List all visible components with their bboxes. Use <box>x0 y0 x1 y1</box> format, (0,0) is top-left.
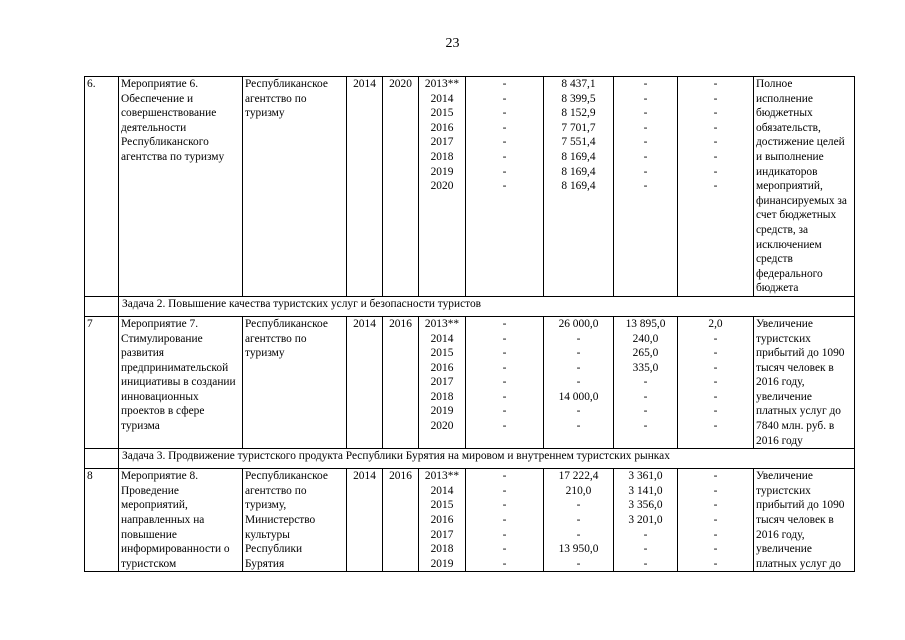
cell-line: - <box>713 499 718 512</box>
republic-budget-values <box>544 316 614 448</box>
cell-line: - <box>713 420 718 433</box>
cell-line: - <box>713 150 718 163</box>
end-year: 2020 <box>383 77 419 297</box>
cell-line: - <box>502 92 507 105</box>
cell-line: - <box>576 332 581 345</box>
cell-line: 3 356,0 <box>628 499 663 512</box>
cell-line: 2013** <box>424 78 460 90</box>
cell-line: 3 361,0 <box>628 470 663 483</box>
cell-line: 7 701,7 <box>561 121 596 134</box>
cell-line: - <box>502 317 507 330</box>
cell-line: 17 222,4 <box>558 470 599 483</box>
cell-line: 8 169,4 <box>561 180 596 193</box>
activity-name: Мероприятие 6. Обеспечение и совершенствование деятельности Республиканского агентства по туризму <box>119 77 243 297</box>
cell-line: - <box>643 165 648 178</box>
years-list <box>419 469 466 572</box>
task-heading: Задача 2. Повышение качества туристских услуг и безопасности туристов <box>119 296 855 316</box>
cell-line: - <box>502 361 507 374</box>
cell-line: - <box>713 376 718 389</box>
executor: Республиканское агентство по туризму, Министерство культуры Республики Бурятия <box>243 469 347 572</box>
cell-line: - <box>576 347 581 360</box>
cell-line: - <box>643 543 648 556</box>
cell-line: - <box>576 420 581 433</box>
cell-line: - <box>502 514 507 527</box>
cell-line: 2018 <box>430 543 454 556</box>
cell-line: 2017 <box>430 376 454 389</box>
cell-line: 8 152,9 <box>561 107 596 120</box>
activity-name: Мероприятие 7. Стимулирование развития предпринимательской инициативы в создании инновационных проектов в сфере туризма <box>119 316 243 448</box>
cell-line: 3 201,0 <box>628 514 663 527</box>
cell-line: 335,0 <box>632 361 659 374</box>
local-budget-values <box>614 77 678 297</box>
cell-line: 2019 <box>430 165 454 178</box>
end-year: 2016 <box>383 316 419 448</box>
federal-budget-values <box>466 469 544 572</box>
cell-line: - <box>713 514 718 527</box>
republic-budget-values <box>544 469 614 572</box>
table-row <box>85 316 855 448</box>
cell-line: - <box>502 470 507 483</box>
start-year: 2014 <box>347 77 383 297</box>
cell-line: 13 895,0 <box>625 317 666 330</box>
cell-line: - <box>502 484 507 497</box>
cell-line: - <box>576 514 581 527</box>
local-budget-values <box>614 469 678 572</box>
cell-line: - <box>713 390 718 403</box>
cell-line: - <box>713 543 718 556</box>
executor: Республиканское агентство по туризму <box>243 77 347 297</box>
row-number: 7 <box>85 316 119 448</box>
cell-line: - <box>713 136 718 149</box>
cell-line: - <box>713 165 718 178</box>
cell-line: - <box>502 78 507 90</box>
cell-line: 7 551,4 <box>561 136 596 149</box>
cell-line: - <box>643 136 648 149</box>
local-budget-values <box>614 316 678 448</box>
cell-line: - <box>502 150 507 163</box>
cell-line: 3 141,0 <box>628 484 663 497</box>
cell-line: - <box>643 121 648 134</box>
cell-line: - <box>713 78 718 90</box>
cell-line: 2018 <box>430 150 454 163</box>
cell-line: 2017 <box>430 528 454 541</box>
cell-line: - <box>502 528 507 541</box>
cell-line: - <box>643 420 648 433</box>
start-year: 2014 <box>347 316 383 448</box>
end-year: 2016 <box>383 469 419 572</box>
cell-line: 2016 <box>430 121 454 134</box>
executor: Республиканское агентство по туризму <box>243 316 347 448</box>
program-table <box>84 76 855 572</box>
cell-line: 240,0 <box>632 332 659 345</box>
cell-line: - <box>502 499 507 512</box>
cell-line: 2013** <box>424 317 460 330</box>
start-year: 2014 <box>347 469 383 572</box>
cell-line: - <box>502 180 507 193</box>
cell-line: - <box>713 470 718 483</box>
cell-line: - <box>713 405 718 418</box>
task-row <box>85 449 855 469</box>
cell-line: - <box>576 499 581 512</box>
cell-line: - <box>643 92 648 105</box>
cell-line: - <box>576 361 581 374</box>
cell-line: 2016 <box>430 514 454 527</box>
cell-line: - <box>502 347 507 360</box>
cell-line: 2014 <box>430 92 454 105</box>
cell-line: - <box>643 107 648 120</box>
task-heading: Задача 3. Продвижение туристского продукта Республики Бурятия на мировом и внутреннем туристских рынках <box>119 449 855 469</box>
cell-line: - <box>713 361 718 374</box>
cell-line: - <box>713 107 718 120</box>
cell-line: 2,0 <box>708 317 723 330</box>
cell-line: - <box>713 484 718 497</box>
cell-line: - <box>502 390 507 403</box>
other-sources-values <box>678 469 754 572</box>
cell-line: - <box>713 121 718 134</box>
cell-line: - <box>713 347 718 360</box>
cell-line: 2014 <box>430 332 454 345</box>
cell-line: - <box>502 332 507 345</box>
cell-line: 2019 <box>430 405 454 418</box>
cell-line: - <box>713 180 718 193</box>
cell-line: - <box>643 390 648 403</box>
cell-line: - <box>576 528 581 541</box>
cell-line: - <box>502 420 507 433</box>
row-number: 6. <box>85 77 119 297</box>
cell-line: - <box>576 557 581 570</box>
table-row <box>85 77 855 297</box>
other-sources-values <box>678 77 754 297</box>
cell-line: - <box>502 107 507 120</box>
cell-line: - <box>643 180 648 193</box>
cell-line: 2015 <box>430 107 454 120</box>
cell-line: 2016 <box>430 361 454 374</box>
row-number: 8 <box>85 469 119 572</box>
cell-line: 210,0 <box>565 484 592 497</box>
cell-line: 2018 <box>430 390 454 403</box>
cell-line: - <box>502 165 507 178</box>
table-row <box>85 469 855 572</box>
republic-budget-values <box>544 77 614 297</box>
expected-result: Полное исполнение бюджетных обязательств, достижение целей и выполнение индикаторов мероприятий, финансируемых за счет бюджетных средств, за исключением средств федерального бюджета <box>754 77 855 297</box>
cell-line: 2015 <box>430 499 454 512</box>
cell-line: - <box>576 405 581 418</box>
cell-line: - <box>713 528 718 541</box>
cell-line: - <box>576 376 581 389</box>
cell-line: 2014 <box>430 484 454 497</box>
cell-line: - <box>713 557 718 570</box>
cell-line: - <box>643 78 648 90</box>
cell-line: 2020 <box>430 180 454 193</box>
page-number: 23 <box>445 36 460 51</box>
cell-line: 265,0 <box>632 347 659 360</box>
cell-line: - <box>643 150 648 163</box>
cell-line: 2020 <box>430 420 454 433</box>
cell-line: 14 000,0 <box>558 390 599 403</box>
cell-line: - <box>502 376 507 389</box>
cell-line: - <box>713 332 718 345</box>
cell-line: 2015 <box>430 347 454 360</box>
cell-line: 8 399,5 <box>561 92 596 105</box>
other-sources-values <box>678 316 754 448</box>
federal-budget-values <box>466 77 544 297</box>
federal-budget-values <box>466 316 544 448</box>
cell-line: - <box>502 405 507 418</box>
cell-line: 2013** <box>424 470 460 483</box>
cell-line: - <box>643 405 648 418</box>
cell-line: - <box>502 121 507 134</box>
years-list <box>419 77 466 297</box>
cell-line: 2017 <box>430 136 454 149</box>
expected-result: Увеличение туристских прибытий до 1090 тысяч человек в 2016 году, увеличение платных услуг до <box>754 469 855 572</box>
activity-name: Мероприятие 8. Проведение мероприятий, направленных на повышение информированности о туристском <box>119 469 243 572</box>
expected-result: Увеличение туристских прибытий до 1090 тысяч человек в 2016 году, увеличение платных услуг до 7840 млн. руб. в 2016 году <box>754 316 855 448</box>
cell-line: - <box>643 376 648 389</box>
task-row <box>85 296 855 316</box>
cell-line: - <box>643 557 648 570</box>
cell-line: 13 950,0 <box>558 543 599 556</box>
cell-line: - <box>713 92 718 105</box>
cell-line: 8 437,1 <box>561 78 596 90</box>
cell-line: - <box>502 557 507 570</box>
cell-line: - <box>643 528 648 541</box>
cell-line: 2019 <box>430 557 454 570</box>
cell-line: - <box>502 136 507 149</box>
cell-line: 8 169,4 <box>561 150 596 163</box>
cell-line: 26 000,0 <box>558 317 599 330</box>
cell-line: 8 169,4 <box>561 165 596 178</box>
years-list <box>419 316 466 448</box>
cell-line: - <box>502 543 507 556</box>
